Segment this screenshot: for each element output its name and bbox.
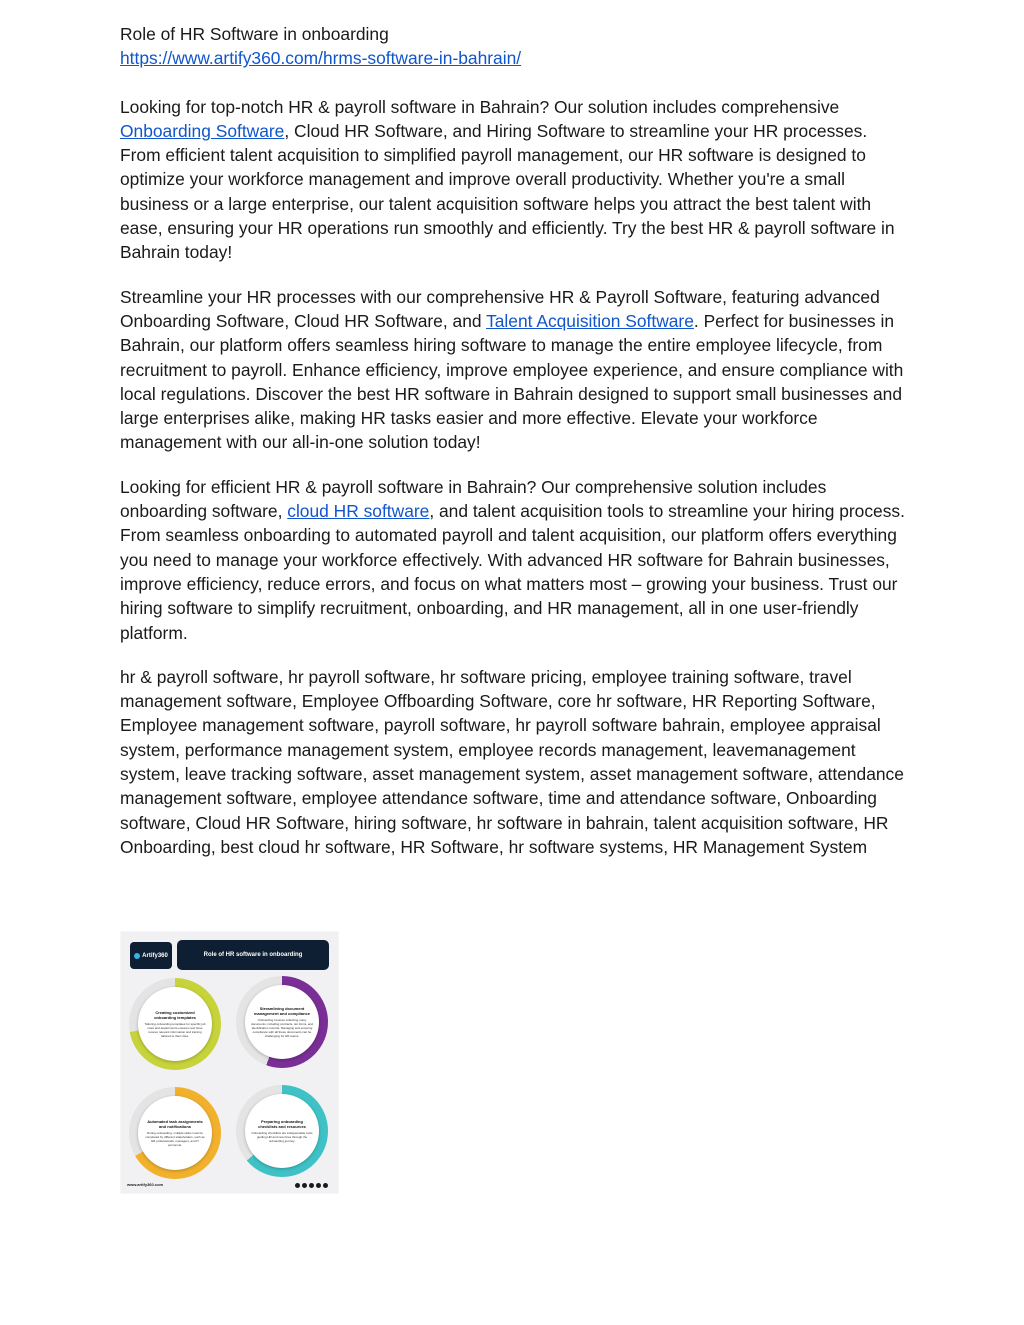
talent-acquisition-link[interactable]: Talent Acquisition Software <box>486 310 694 331</box>
step-text: Tailoring onboarding templates for specific job roles and departments ensures new hires receive relevant information and training tailored to their roles. <box>144 1022 206 1038</box>
artify360-logo: Artify360 <box>130 942 172 969</box>
linkedin-icon <box>316 1183 321 1188</box>
onboarding-software-link[interactable]: Onboarding Software <box>120 120 285 141</box>
onboarding-step-ring <box>236 1085 328 1177</box>
twitter-icon <box>309 1183 314 1188</box>
onboarding-step-ring <box>236 976 328 1068</box>
step-text: During onboarding, multiple tasks must be completed by different stakeholders, such as HR professionals, managers, and IT personnel. <box>145 1131 205 1147</box>
step-heading: Creating customized onboarding templates <box>154 1010 196 1020</box>
step-text: Onboarding involves collecting many documents, including contracts, tax forms, and identification records. Managing and ensuring compliance with all these documents can be challenging for HR teams. <box>251 1018 313 1038</box>
step-text: Onboarding checklists are indispensable tools guiding HR and new hires through the onboarding journey. <box>251 1131 313 1143</box>
instagram-icon <box>302 1183 307 1188</box>
youtube-icon <box>323 1183 328 1188</box>
onboarding-step-ring <box>129 1087 221 1179</box>
paragraph-3: Looking for efficient HR & payroll software in Bahrain? Our comprehensive solution includes onboarding software, cloud HR software, and talent acquisition tools to streamline your hiring process. From seamless onboarding to automated payroll and talent acquisition, our platform offers everything you need to manage your workforce effectively. With advanced HR software for Bahrain businesses, improve efficiency, reduce errors, and focus on what matters most – growing your business. Trust our hiring software to simplify recruitment, onboarding, and HR management, all in one user-friendly platform. <box>120 476 905 643</box>
keywords-paragraph: hr & payroll software, hr payroll software, hr software pricing, employee training software, travel management software, Employee Offboarding Software, core hr software, HR Reporting Software, Employee management software, payroll software, hr payroll software bahrain, employee appraisal system, performance management system, employee records management, leavemanagement system, leave tracking software, asset management system, asset management software, attendance management software, employee attendance software, time and attendance software, Onboarding software, Cloud HR Software, hiring software, hr software in bahrain, talent acquisition software, HR Onboarding, best cloud hr software, HR Software, hr software systems, HR Management System <box>120 666 904 857</box>
infographic-title: Role of HR software in onboarding <box>177 940 329 970</box>
doc-title: Role of HR Software in onboarding <box>120 24 389 44</box>
social-icons <box>295 1183 328 1188</box>
step-heading: Preparing onboarding checklists and resources <box>258 1119 306 1129</box>
paragraph-2: Streamline your HR processes with our comprehensive HR & Payroll Software, featuring advanced Onboarding Software, Cloud HR Software, and Talent Acquisition Software. Perfect for businesses in Bahrain, our platform offers seamless hiring software to manage the entire employee lifecycle, from recruitment to payroll. Enhance efficiency, improve employee experience, and ensure compliance with local regulations. Discover the best HR software in Bahrain designed to support small businesses and large enterprises alike, making HR tasks easier and more effective. Elevate your workforce management with our all-in-one solution today! <box>120 286 904 453</box>
paragraph-1: Looking for top-notch HR & payroll software in Bahrain? Our solution includes comprehensive Onboarding Software, Cloud HR Software, and Hiring Software to streamline your HR processes. From efficient talent acquisition to simplified payroll management, our HR software is designed to optimize your workforce management and improve overall productivity. Whether you're a small business or a large enterprise, our talent acquisition software helps you attract the best talent with ease, ensuring your HR operations run smoothly and efficiently. Try the best HR & payroll software in Bahrain today! <box>120 96 895 263</box>
infographic-image <box>121 932 338 1193</box>
logo-mark-icon <box>134 953 140 959</box>
facebook-icon <box>295 1183 300 1188</box>
source-link[interactable]: https://www.artify360.com/hrms-software-in-bahrain/ <box>120 48 522 69</box>
step-heading: Streamlining document management and compliance <box>253 1006 310 1016</box>
step-heading: Automated task assignments and notifications <box>147 1119 203 1129</box>
infographic-footer-url: www.artify360.com <box>127 1182 164 1187</box>
onboarding-step-ring <box>129 978 221 1070</box>
cloud-hr-link[interactable]: cloud HR software <box>287 501 430 522</box>
document-body <box>120 22 910 879</box>
